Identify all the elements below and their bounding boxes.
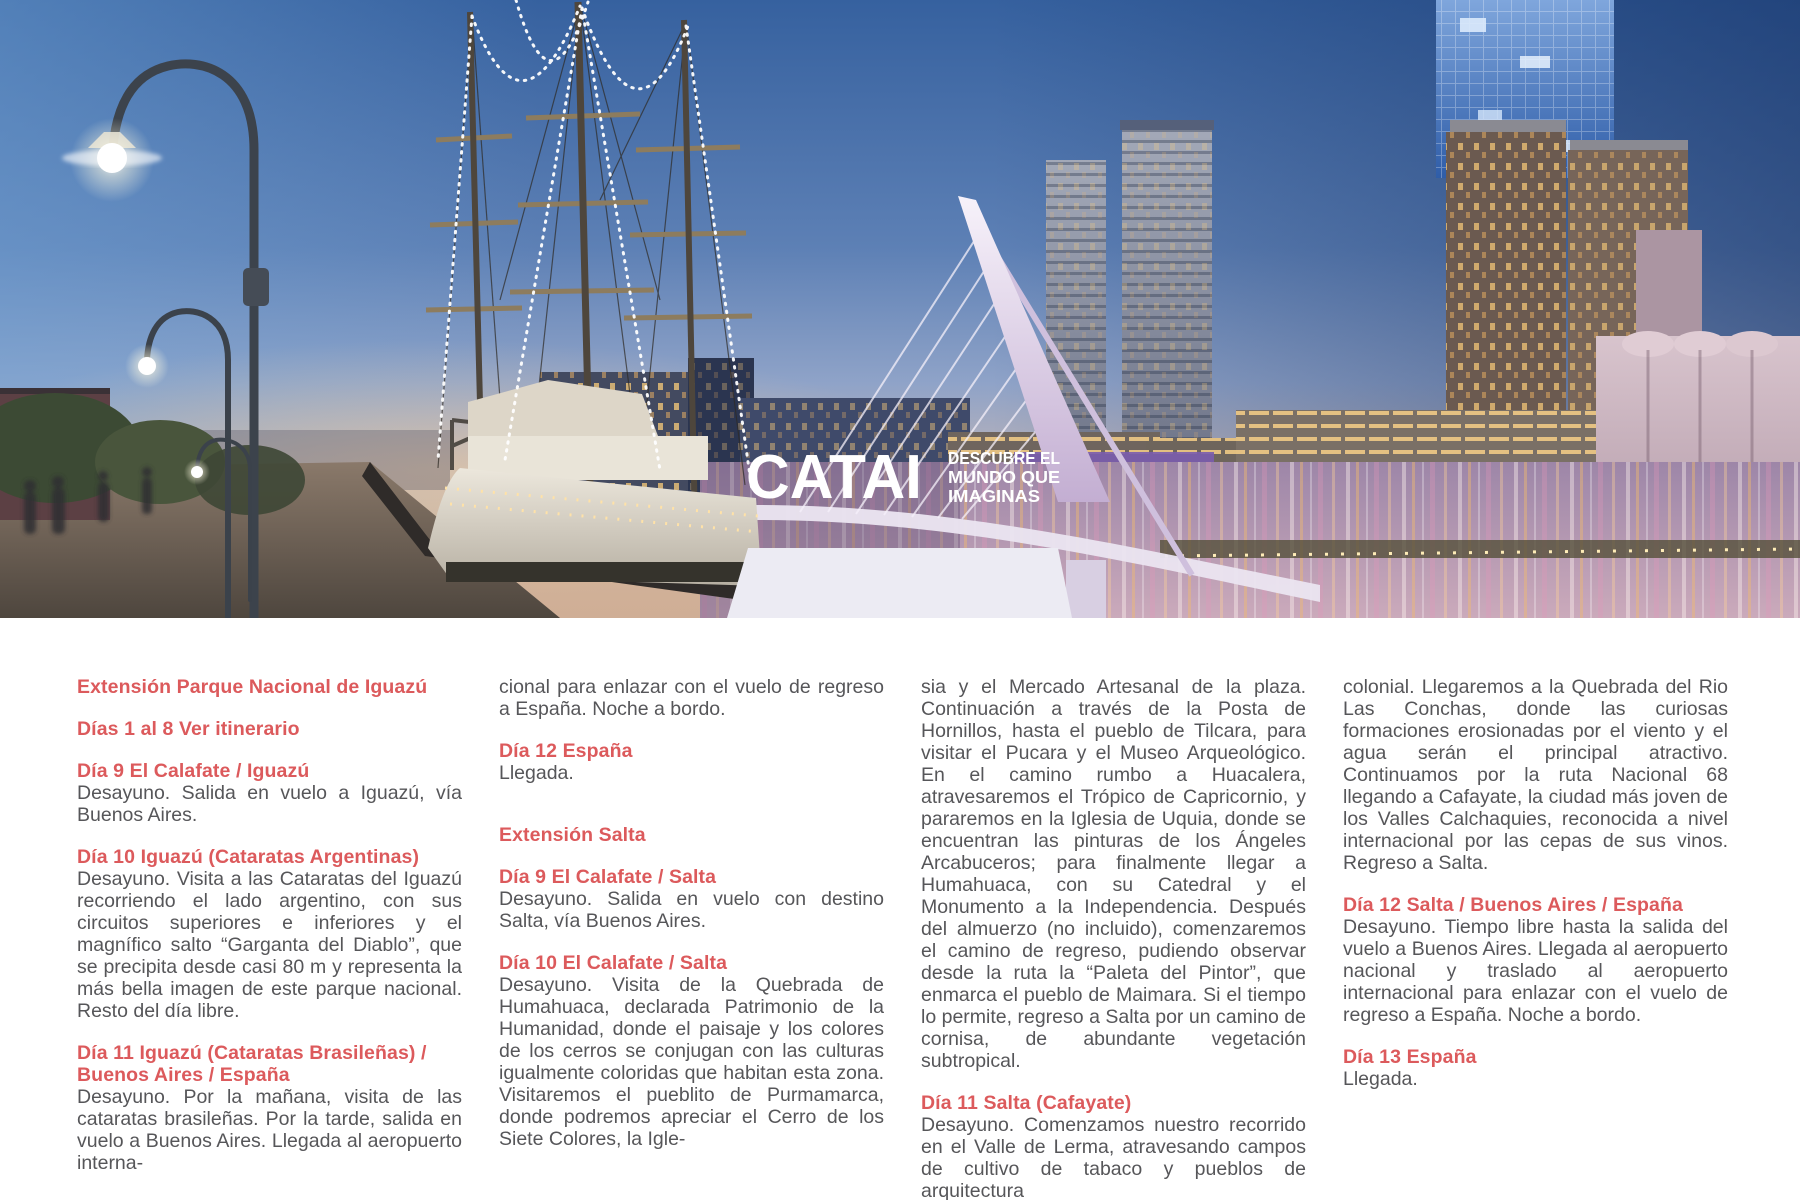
itinerary-paragraph: Desayuno. Tiempo libre hasta la salida del vuelo a Buenos Aires. Llegada al aeropuerto nacional y traslado al aeropuerto internacional para enlazar con el vuelo de regreso a España. Noche a bordo.	[1343, 916, 1728, 1026]
itinerary-paragraph: colonial. Llegaremos a la Quebrada del Rio Las Conchas, donde las curiosas formaciones erosionadas por el viento y el agua serán el principal atractivo. Continuamos por la ruta Nacional 68 llegando a Cafayate, la ciudad más joven de los Valles Calchaquies, reconocida a nivel internacional por las cepas de sus vinos. Regreso a Salta.	[1343, 676, 1728, 874]
itinerary-heading: Día 10 Iguazú (Cataratas Argentinas)	[77, 846, 420, 868]
itinerary-paragraph: Desayuno. Visita a las Cataratas del Iguazú recorriendo el lado argentino, con sus circuitos superiores e inferiores y el magnífico salto “Garganta del Diablo”, que se precipita desde casi 80 m y representa la más bella imagen de este parque nacional. Resto del día libre.	[77, 868, 462, 1022]
itinerary-paragraph: Llegada.	[499, 762, 574, 784]
itinerary-columns	[77, 676, 1728, 1200]
itinerary-paragraph: Desayuno. Salida en vuelo a Iguazú, vía Buenos Aires.	[77, 782, 462, 826]
itinerary-heading: Día 11 Salta (Cafayate)	[921, 1092, 1132, 1114]
itinerary-paragraph: Desayuno. Por la mañana, visita de las cataratas brasileñas. Por la tarde, salida en vuelo a Buenos Aires. Llegada al aeropuerto interna-	[77, 1086, 462, 1174]
itinerary-heading: Día 9 El Calafate / Iguazú	[77, 760, 310, 782]
itinerary-column-2	[499, 676, 884, 1200]
itinerary-heading: Día 9 El Calafate / Salta	[499, 866, 717, 888]
itinerary-paragraph: Desayuno. Comenzamos nuestro recorrido en el Valle de Lerma, atravesando campos de cultivo de tabaco y pueblos de arquitectura	[921, 1114, 1306, 1200]
itinerary-heading: Extensión Parque Nacional de Iguazú	[77, 676, 428, 698]
itinerary-paragraph: cional para enlazar con el vuelo de regreso a España. Noche a bordo.	[499, 676, 884, 720]
itinerary-heading: Día 12 Salta / Buenos Aires / España	[1343, 894, 1683, 916]
itinerary-heading: Extensión Salta	[499, 824, 646, 846]
itinerary-paragraph: Desayuno. Visita de la Quebrada de Humahuaca, declarada Patrimonio de la Humanidad, donde el paisaje y los colores de los cerros se conjugan con las culturas igualmente coloridas que habitan esta zona. Visitaremos el pueblito de Purmamarca, donde podremos apreciar el Cerro de los Siete Colores, la Igle-	[499, 974, 884, 1150]
itinerary-heading: Día 11 Iguazú (Cataratas Brasileñas) / Buenos Aires / España	[77, 1042, 427, 1086]
itinerary-heading: Días 1 al 8 Ver itinerario	[77, 718, 300, 740]
brand-logo	[746, 443, 1060, 512]
tagline-line-3: IMAGINAS	[948, 486, 1040, 506]
itinerary-heading: Día 10 El Calafate / Salta	[499, 952, 728, 974]
itinerary-paragraph: sia y el Mercado Artesanal de la plaza. Continuación a través de la Posta de Hornillos, hasta el pueblo de Tilcara, para visitar el Pucara y el Museo Arqueológico. En el camino rumbo a Huacalera, atravesaremos el Trópico de Capricornio, y pararemos en la Iglesia de Uquia, donde se encuentran las pinturas de los Ángeles Arcabuceros; para finalmente llegar a Humahuaca, con su Catedral y el Monumento a la Independencia. Después del almuerzo (no incluido), comenzaremos el camino de regreso, pudiendo observar desde la ruta la “Paleta del Pintor”, que enmarca el pueblo de Maimara. Si el tiempo lo permite, regreso a Salta por un camino de cornisa, de abundante vegetación subtropical.	[921, 676, 1306, 1072]
itinerary-heading: Día 12 España	[499, 740, 633, 762]
itinerary-paragraph: Llegada.	[1343, 1068, 1418, 1090]
itinerary-heading: Día 13 España	[1343, 1046, 1477, 1068]
itinerary-column-1	[77, 676, 462, 1200]
tagline-line-2: MUNDO QUE	[948, 467, 1060, 487]
itinerary-column-3	[921, 676, 1306, 1200]
brand-wordmark: CATAI	[746, 443, 922, 512]
itinerary-paragraph: Desayuno. Salida en vuelo con destino Salta, vía Buenos Aires.	[499, 888, 884, 932]
tagline-line-1: DESCUBRE EL	[948, 448, 1061, 468]
lavender-panel	[727, 548, 1072, 618]
itinerary-column-4	[1343, 676, 1728, 1200]
